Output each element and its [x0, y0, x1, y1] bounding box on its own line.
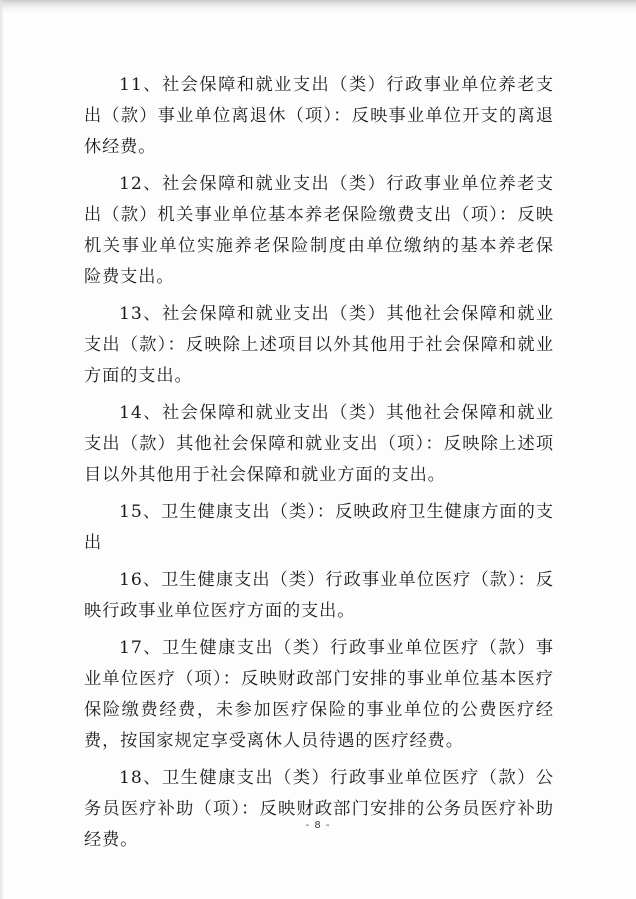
paragraph-17: 17、卫生健康支出（类）行政事业单位医疗（款）事业单位医疗（项）：反映财政部门安排的事业单位基本医疗保险缴费经费，未参加医疗保险的事业单位的公费医疗经费，按国家规定享受离休人员待遇的医疗经费。	[84, 638, 554, 751]
document-body	[84, 70, 554, 862]
paragraph-15: 15、卫生健康支出（类）：反映政府卫生健康方面的支出	[84, 502, 554, 553]
paragraph-16: 16、卫生健康支出（类）行政事业单位医疗（款）：反映行政事业单位医疗方面的支出。	[84, 570, 554, 621]
scan-top-edge	[0, 0, 636, 14]
scan-left-edge	[0, 0, 4, 899]
page-number: - 8 -	[305, 820, 331, 831]
paragraph-12: 12、社会保障和就业支出（类）行政事业单位养老支出（款）机关事业单位基本养老保险缴费支出（项）：反映机关事业单位实施养老保险制度由单位缴纳的基本养老保险费支出。	[84, 174, 554, 287]
paragraph-11: 11、社会保障和就业支出（类）行政事业单位养老支出（款）事业单位离退休（项）：反映事业单位开支的离退休经费。	[84, 75, 554, 157]
paragraph-13: 13、社会保障和就业支出（类）其他社会保障和就业支出（款）：反映除上述项目以外其他用于社会保障和就业方面的支出。	[84, 304, 554, 386]
paragraph-18: 18、卫生健康支出（类）行政事业单位医疗（款）公务员医疗补助（项）：反映财政部门安排的公务员医疗补助经费。	[84, 768, 554, 850]
paragraph-14: 14、社会保障和就业支出（类）其他社会保障和就业支出（款）其他社会保障和就业支出（项）：反映除上述项目以外其他用于社会保障和就业方面的支出。	[84, 403, 554, 485]
